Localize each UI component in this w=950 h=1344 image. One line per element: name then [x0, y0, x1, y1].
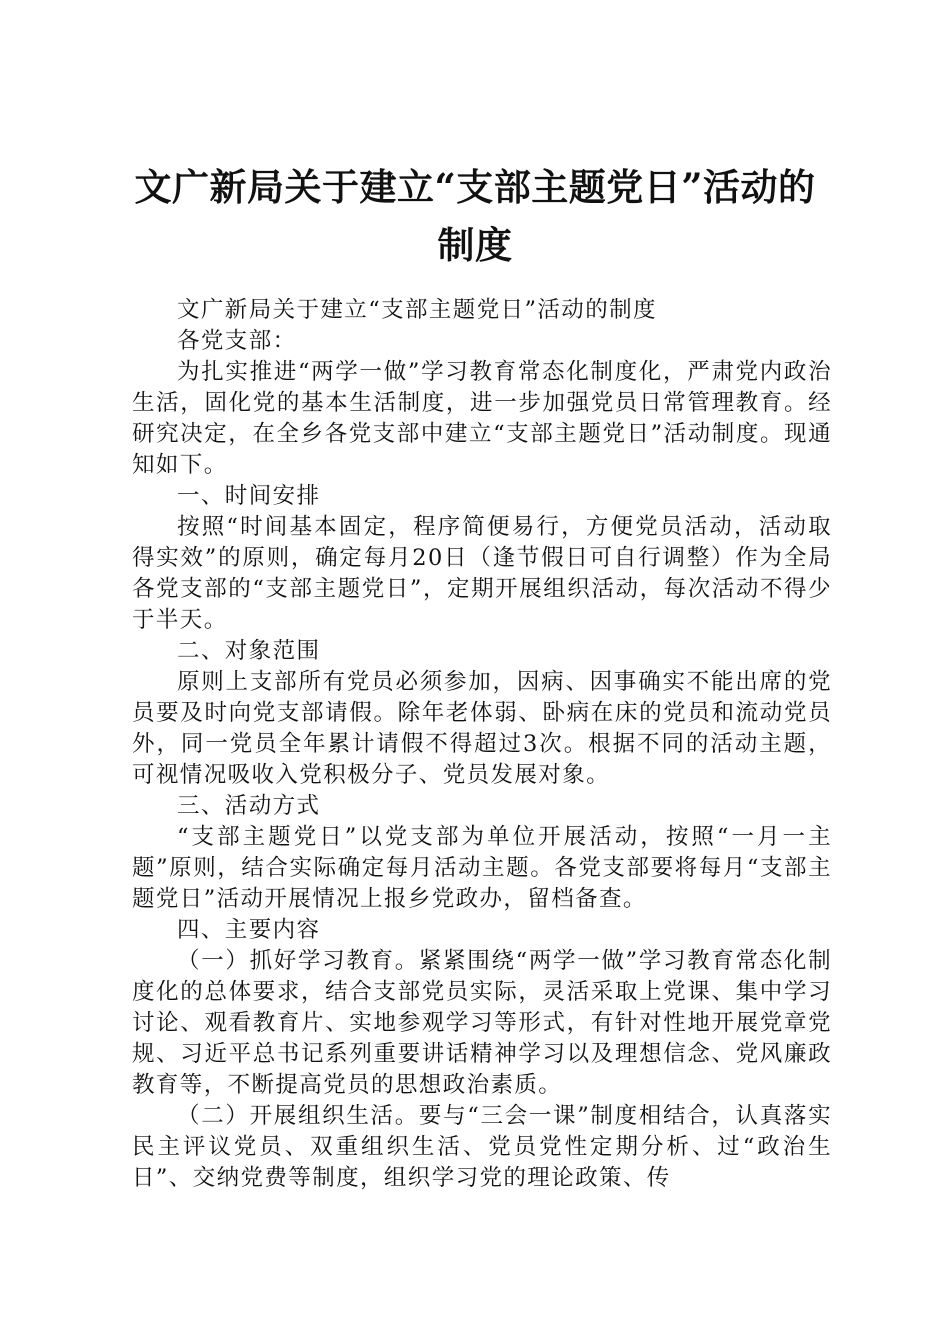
document-body [132, 295, 832, 1194]
salutation-paragraph: 各党支部： [177, 328, 297, 354]
content-paragraph-study: （一）抓好学习教育。紧紧围绕“两学一做”学习教育常态化制度化的总体要求，结合支部党员实际，灵活采取上党课、集中学习讨论、观看教育片、实地参观学习等形式，有针对性地开展党章党规、习近平总书记系列重要讲话精神学习以及理想信念、党风廉政教育等，不断提高党员的思想政治素质。 [132, 948, 832, 1098]
section-heading-scope: 二、对象范围 [177, 638, 321, 664]
intro-paragraph: 为扎实推进“两学一做”学习教育常态化制度化，严肃党内政治生活，固化党的基本生活制度，进一步加强党员日常管理教育。经研究决定，在全乡各党支部中建立“支部主题党日”活动制度。现通知如下。 [132, 359, 832, 478]
scope-paragraph: 原则上支部所有党员必须参加，因病、因事确实不能出席的党员要及时向党支部请假。除年老体弱、卧病在床的党员和流动党员外，同一党员全年累计请假不得超过3次。根据不同的活动主题，可视情况吸收入党积极分子、党员发展对象。 [132, 669, 832, 788]
time-paragraph: 按照“时间基本固定，程序简便易行，方便党员活动，活动取得实效”的原则，确定每月20日（逢节假日可自行调整）作为全局各党支部的“支部主题党日”，定期开展组织活动，每次活动不得少于半天。 [132, 514, 832, 633]
method-paragraph: “支部主题党日”以党支部为单位开展活动，按照“一月一主题”原则，结合实际确定每月活动主题。各党支部要将每月“支部主题党日”活动开展情况上报乡党政办，留档备查。 [132, 824, 832, 912]
content-paragraph-organization: （二）开展组织生活。要与“三会一课”制度相结合，认真落实民主评议党员、双重组织生活、党员党性定期分析、过“政治生日”、交纳党费等制度，组织学习党的理论政策、传 [132, 1103, 832, 1191]
document-title: 文广新局关于建立“支部主题党日”活动的制度 [134, 165, 816, 267]
section-heading-method: 三、活动方式 [177, 793, 321, 819]
section-heading-time: 一、时间安排 [177, 483, 321, 509]
subtitle-paragraph: 文广新局关于建立“支部主题党日”活动的制度 [177, 297, 657, 323]
section-heading-content: 四、主要内容 [177, 917, 321, 943]
